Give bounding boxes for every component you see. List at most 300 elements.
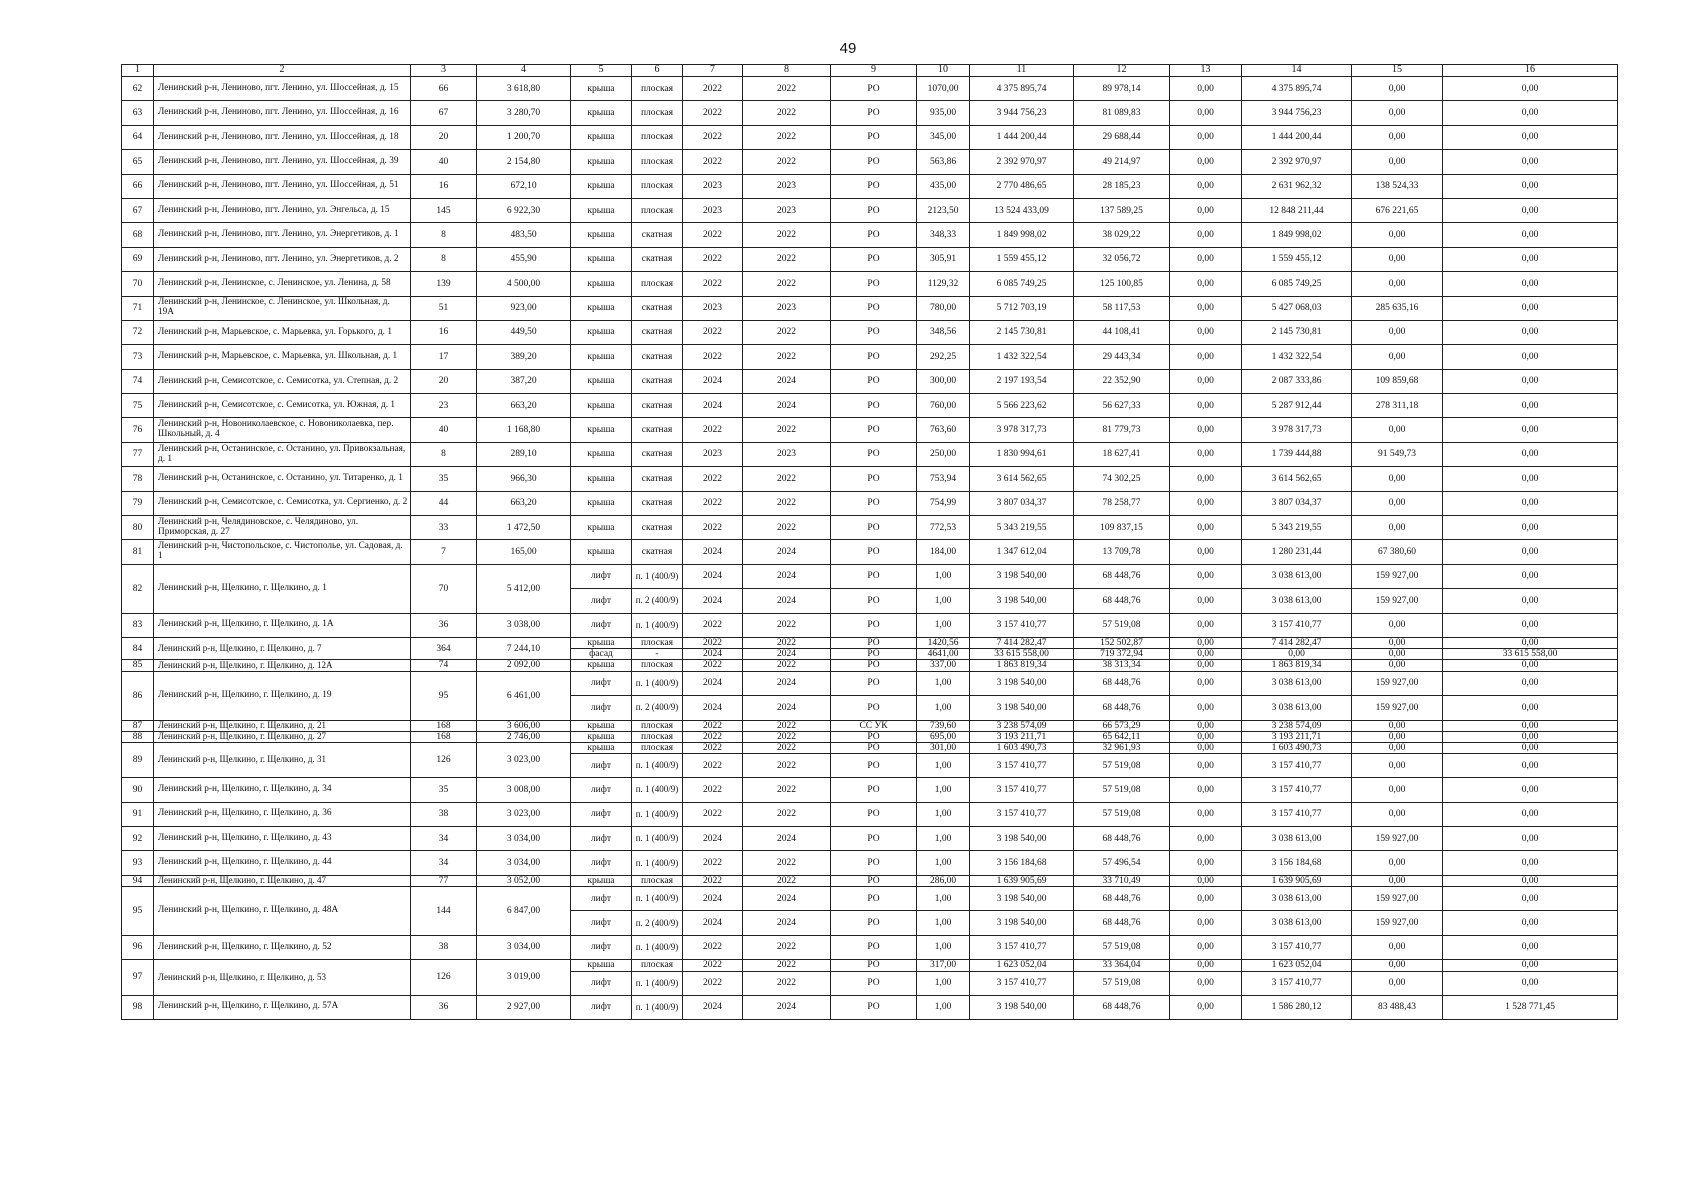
year-end: 2022: [743, 613, 831, 637]
total-area: 2 927,00: [477, 995, 571, 1019]
operator: РО: [831, 589, 917, 613]
cost-col15: 676 221,65: [1352, 198, 1443, 222]
address-cell: Ленинский р-н, Лениново, пгт. Ленино, ул. Энгельса, д. 15: [154, 198, 411, 222]
column-number-header: [122, 65, 1618, 77]
volume: 301,00: [917, 743, 970, 754]
work-type: крыша: [571, 272, 632, 296]
cost-col16: 0,00: [1443, 223, 1618, 247]
table-row: [122, 320, 1618, 344]
cost-col13: 0,00: [1170, 467, 1242, 491]
cost-extra: 68 448,76: [1074, 589, 1170, 613]
operator: РО: [831, 174, 917, 198]
volume: 780,00: [917, 296, 970, 320]
operator: РО: [831, 198, 917, 222]
work-type: лифт: [571, 589, 632, 613]
cost-col14: 3 157 410,77: [1242, 971, 1352, 995]
apartments-count: 17: [411, 345, 477, 369]
row-number: 73: [122, 345, 154, 369]
table-row: [122, 851, 1618, 875]
apartments-count: 67: [411, 101, 477, 125]
cost-col13: 0,00: [1170, 935, 1242, 959]
work-subtype: п. 1 (400/9): [632, 935, 683, 959]
apartments-count: 8: [411, 223, 477, 247]
cost-col15: 0,00: [1352, 613, 1443, 637]
total-cost: 2 770 486,65: [970, 174, 1074, 198]
total-cost: 1 559 455,12: [970, 247, 1074, 271]
year-end: 2023: [743, 442, 831, 466]
work-subtype: скатная: [632, 418, 683, 442]
work-subtype: п. 1 (400/9): [632, 802, 683, 826]
cost-col13: 0,00: [1170, 731, 1242, 742]
cost-col16: 0,00: [1443, 660, 1618, 671]
volume: 1,00: [917, 671, 970, 695]
col-header: 10: [917, 65, 970, 77]
address-cell: Ленинский р-н, Щелкино, г. Щелкино, д. 57А: [154, 995, 411, 1019]
apartments-count: 23: [411, 394, 477, 418]
address-cell: Ленинский р-н, Лениново, пгт. Ленино, ул. Шоссейная, д. 18: [154, 125, 411, 149]
row-number: 74: [122, 369, 154, 393]
year-start: 2022: [683, 418, 743, 442]
cost-col16: 0,00: [1443, 369, 1618, 393]
apartments-count: 168: [411, 731, 477, 742]
cost-col16: 0,00: [1443, 720, 1618, 731]
cost-col13: 0,00: [1170, 272, 1242, 296]
page-number: 49: [839, 40, 857, 57]
cost-col15: 91 549,73: [1352, 442, 1443, 466]
work-type: крыша: [571, 125, 632, 149]
year-end: 2024: [743, 394, 831, 418]
cost-col15: 159 927,00: [1352, 911, 1443, 935]
cost-col13: 0,00: [1170, 345, 1242, 369]
address-cell: Ленинский р-н, Семисотское, с. Семисотка, ул. Сергиенко, д. 2: [154, 491, 411, 515]
cost-extra: 33 710,49: [1074, 875, 1170, 886]
cost-col15: 0,00: [1352, 516, 1443, 540]
operator: РО: [831, 296, 917, 320]
cost-col13: 0,00: [1170, 540, 1242, 564]
cost-col13: 0,00: [1170, 911, 1242, 935]
total-cost: 5 343 219,55: [970, 516, 1074, 540]
address-cell: Ленинский р-н, Щелкино, г. Щелкино, д. 43: [154, 827, 411, 851]
year-end: 2022: [743, 491, 831, 515]
year-start: 2022: [683, 516, 743, 540]
table-row: [122, 731, 1618, 742]
work-subtype: плоская: [632, 150, 683, 174]
year-end: 2023: [743, 174, 831, 198]
year-end: 2022: [743, 731, 831, 742]
operator: РО: [831, 101, 917, 125]
total-area: 289,10: [477, 442, 571, 466]
work-type: крыша: [571, 418, 632, 442]
year-end: 2022: [743, 247, 831, 271]
total-cost: 1 863 819,34: [970, 660, 1074, 671]
operator: РО: [831, 516, 917, 540]
work-type: лифт: [571, 971, 632, 995]
address-cell: Ленинский р-н, Лениново, пгт. Ленино, ул. Энергетиков, д. 2: [154, 247, 411, 271]
work-type: крыша: [571, 296, 632, 320]
total-cost: 3 944 756,23: [970, 101, 1074, 125]
cost-col13: 0,00: [1170, 960, 1242, 971]
volume: 1,00: [917, 851, 970, 875]
work-type: лифт: [571, 911, 632, 935]
cost-col14: 3 157 410,77: [1242, 935, 1352, 959]
address-cell: Ленинский р-н, Щелкино, г. Щелкино, д. 1А: [154, 613, 411, 637]
year-end: 2022: [743, 101, 831, 125]
cost-col14: 3 614 562,65: [1242, 467, 1352, 491]
row-number: 69: [122, 247, 154, 271]
work-subtype: плоская: [632, 637, 683, 648]
year-start: 2024: [683, 564, 743, 588]
work-type: лифт: [571, 613, 632, 637]
apartments-count: 34: [411, 827, 477, 851]
work-type: лифт: [571, 851, 632, 875]
total-cost: 2 392 970,97: [970, 150, 1074, 174]
cost-col16: 0,00: [1443, 77, 1618, 101]
col-header: 5: [571, 65, 632, 77]
address-cell: Ленинский р-н, Щелкино, г. Щелкино, д. 34: [154, 778, 411, 802]
table-row: [122, 778, 1618, 802]
cost-col13: 0,00: [1170, 743, 1242, 754]
operator: РО: [831, 827, 917, 851]
cost-col14: 5 287 912,44: [1242, 394, 1352, 418]
work-subtype: плоская: [632, 77, 683, 101]
year-start: 2022: [683, 875, 743, 886]
cost-col15: 0,00: [1352, 720, 1443, 731]
year-end: 2022: [743, 637, 831, 648]
year-end: 2022: [743, 77, 831, 101]
year-end: 2022: [743, 660, 831, 671]
cost-col16: 0,00: [1443, 754, 1618, 778]
operator: РО: [831, 491, 917, 515]
year-end: 2023: [743, 296, 831, 320]
address-cell: Ленинский р-н, Щелкино, г. Щелкино, д. 1: [154, 564, 411, 613]
total-cost: 2 197 193,54: [970, 369, 1074, 393]
cost-extra: 152 502,87: [1074, 637, 1170, 648]
year-end: 2022: [743, 971, 831, 995]
total-cost: 7 414 282,47: [970, 637, 1074, 648]
cost-col14: 3 038 613,00: [1242, 671, 1352, 695]
total-area: 3 008,00: [477, 778, 571, 802]
cost-col15: 0,00: [1352, 851, 1443, 875]
apartments-count: 8: [411, 247, 477, 271]
cost-col14: 3 238 574,09: [1242, 720, 1352, 731]
volume: 739,60: [917, 720, 970, 731]
total-cost: 3 198 540,00: [970, 696, 1074, 720]
work-type: крыша: [571, 345, 632, 369]
operator: РО: [831, 649, 917, 660]
work-subtype: п. 1 (400/9): [632, 971, 683, 995]
volume: 292,25: [917, 345, 970, 369]
operator: РО: [831, 887, 917, 911]
cost-col14: 3 157 410,77: [1242, 754, 1352, 778]
cost-col16: 0,00: [1443, 802, 1618, 826]
operator: РО: [831, 660, 917, 671]
cost-col15: 83 488,43: [1352, 995, 1443, 1019]
work-subtype: скатная: [632, 223, 683, 247]
work-subtype: плоская: [632, 960, 683, 971]
work-subtype: плоская: [632, 198, 683, 222]
apartments-count: 40: [411, 418, 477, 442]
work-subtype: п. 1 (400/9): [632, 887, 683, 911]
cost-col13: 0,00: [1170, 637, 1242, 648]
cost-col13: 0,00: [1170, 589, 1242, 613]
cost-extra: 22 352,90: [1074, 369, 1170, 393]
cost-col15: 0,00: [1352, 101, 1443, 125]
table-row: [122, 540, 1618, 564]
work-subtype: плоская: [632, 125, 683, 149]
work-subtype: п. 1 (400/9): [632, 827, 683, 851]
cost-col14: 1 444 200,44: [1242, 125, 1352, 149]
cost-col13: 0,00: [1170, 754, 1242, 778]
year-start: 2022: [683, 660, 743, 671]
year-start: 2022: [683, 150, 743, 174]
total-cost: 3 198 540,00: [970, 887, 1074, 911]
work-type: крыша: [571, 516, 632, 540]
cost-col15: 0,00: [1352, 754, 1443, 778]
work-type: лифт: [571, 564, 632, 588]
cost-col15: 138 524,33: [1352, 174, 1443, 198]
cost-col15: 0,00: [1352, 491, 1443, 515]
work-subtype: скатная: [632, 345, 683, 369]
work-subtype: скатная: [632, 296, 683, 320]
cost-extra: 68 448,76: [1074, 887, 1170, 911]
volume: 1,00: [917, 827, 970, 851]
cost-col16: 0,00: [1443, 272, 1618, 296]
work-subtype: п. 1 (400/9): [632, 778, 683, 802]
row-number: 66: [122, 174, 154, 198]
total-area: 1 168,80: [477, 418, 571, 442]
total-area: 3 019,00: [477, 960, 571, 995]
year-start: 2024: [683, 827, 743, 851]
address-cell: Ленинский р-н, Щелкино, г. Щелкино, д. 47: [154, 875, 411, 886]
address-cell: Ленинский р-н, Щелкино, г. Щелкино, д. 27: [154, 731, 411, 742]
row-number: 92: [122, 827, 154, 851]
cost-col14: 3 038 613,00: [1242, 827, 1352, 851]
volume: 1,00: [917, 613, 970, 637]
year-end: 2022: [743, 125, 831, 149]
table-row: [122, 150, 1618, 174]
year-end: 2022: [743, 720, 831, 731]
table-row: [122, 887, 1618, 911]
cost-col15: 0,00: [1352, 272, 1443, 296]
year-start: 2022: [683, 778, 743, 802]
operator: РО: [831, 911, 917, 935]
cost-col13: 0,00: [1170, 564, 1242, 588]
work-subtype: плоская: [632, 101, 683, 125]
address-cell: Ленинский р-н, Останинское, с. Останино, ул. Титаренко, д. 1: [154, 467, 411, 491]
year-end: 2024: [743, 827, 831, 851]
table-row: [122, 995, 1618, 1019]
volume: 1,00: [917, 564, 970, 588]
cost-extra: 109 837,15: [1074, 516, 1170, 540]
address-cell: Ленинский р-н, Щелкино, г. Щелкино, д. 53: [154, 960, 411, 995]
work-subtype: п. 1 (400/9): [632, 564, 683, 588]
total-cost: 3 157 410,77: [970, 778, 1074, 802]
table-row: [122, 101, 1618, 125]
year-start: 2024: [683, 369, 743, 393]
cost-col15: 0,00: [1352, 778, 1443, 802]
year-start: 2022: [683, 320, 743, 344]
volume: 1420,56: [917, 637, 970, 648]
volume: 435,00: [917, 174, 970, 198]
volume: 4641,00: [917, 649, 970, 660]
cost-col14: 5 427 068,03: [1242, 296, 1352, 320]
operator: РО: [831, 754, 917, 778]
apartments-count: 36: [411, 613, 477, 637]
work-subtype: скатная: [632, 394, 683, 418]
year-start: 2022: [683, 125, 743, 149]
operator: РО: [831, 743, 917, 754]
cost-extra: 57 519,08: [1074, 754, 1170, 778]
year-end: 2024: [743, 671, 831, 695]
cost-col13: 0,00: [1170, 720, 1242, 731]
cost-col15: 285 635,16: [1352, 296, 1443, 320]
total-area: 7 244,10: [477, 637, 571, 660]
total-area: 5 412,00: [477, 564, 571, 613]
year-start: 2024: [683, 887, 743, 911]
total-cost: 5 712 703,19: [970, 296, 1074, 320]
cost-col14: 3 156 184,68: [1242, 851, 1352, 875]
cost-col13: 0,00: [1170, 696, 1242, 720]
row-number: 71: [122, 296, 154, 320]
cost-col16: 0,00: [1443, 731, 1618, 742]
cost-col13: 0,00: [1170, 971, 1242, 995]
total-area: 3 023,00: [477, 743, 571, 778]
year-start: 2023: [683, 442, 743, 466]
cost-col15: 109 859,68: [1352, 369, 1443, 393]
total-cost: 3 157 410,77: [970, 802, 1074, 826]
address-cell: Ленинский р-н, Лениново, пгт. Ленино, ул. Шоссейная, д. 39: [154, 150, 411, 174]
total-cost: 3 198 540,00: [970, 911, 1074, 935]
operator: РО: [831, 345, 917, 369]
apartments-count: 36: [411, 995, 477, 1019]
table-row: [122, 247, 1618, 271]
cost-col14: 3 038 613,00: [1242, 911, 1352, 935]
volume: 2123,50: [917, 198, 970, 222]
address-cell: Ленинский р-н, Ленинское, с. Ленинское, ул. Школьная, д. 19А: [154, 296, 411, 320]
cost-extra: 66 573,29: [1074, 720, 1170, 731]
cost-extra: 68 448,76: [1074, 911, 1170, 935]
volume: 337,00: [917, 660, 970, 671]
cost-col16: 0,00: [1443, 935, 1618, 959]
apartments-count: 95: [411, 671, 477, 720]
work-type: крыша: [571, 223, 632, 247]
year-end: 2022: [743, 802, 831, 826]
work-subtype: скатная: [632, 540, 683, 564]
apartments-count: 8: [411, 442, 477, 466]
cost-col15: 0,00: [1352, 637, 1443, 648]
total-area: 6 461,00: [477, 671, 571, 720]
cost-col14: 5 343 219,55: [1242, 516, 1352, 540]
operator: РО: [831, 564, 917, 588]
work-type: лифт: [571, 887, 632, 911]
cost-col15: 0,00: [1352, 467, 1443, 491]
address-cell: Ленинский р-н, Щелкино, г. Щелкино, д. 36: [154, 802, 411, 826]
volume: 1129,32: [917, 272, 970, 296]
year-start: 2024: [683, 911, 743, 935]
total-area: 1 472,50: [477, 516, 571, 540]
total-area: 3 034,00: [477, 827, 571, 851]
work-type: крыша: [571, 442, 632, 466]
cost-col13: 0,00: [1170, 418, 1242, 442]
row-number: 81: [122, 540, 154, 564]
year-start: 2024: [683, 995, 743, 1019]
work-type: крыша: [571, 491, 632, 515]
cost-col13: 0,00: [1170, 613, 1242, 637]
apartments-count: 40: [411, 150, 477, 174]
cost-col14: 12 848 211,44: [1242, 198, 1352, 222]
cost-col15: 159 927,00: [1352, 589, 1443, 613]
cost-extra: 32 961,93: [1074, 743, 1170, 754]
total-cost: 3 198 540,00: [970, 671, 1074, 695]
cost-col13: 0,00: [1170, 77, 1242, 101]
apartments-count: 126: [411, 743, 477, 778]
total-area: 3 038,00: [477, 613, 571, 637]
work-subtype: п. 1 (400/9): [632, 995, 683, 1019]
address-cell: Ленинский р-н, Щелкино, г. Щелкино, д. 19: [154, 671, 411, 720]
cost-extra: 44 108,41: [1074, 320, 1170, 344]
total-cost: 3 157 410,77: [970, 935, 1074, 959]
total-cost: 3 157 410,77: [970, 754, 1074, 778]
cost-col15: 0,00: [1352, 971, 1443, 995]
cost-col14: 1 603 490,73: [1242, 743, 1352, 754]
cost-extra: 68 448,76: [1074, 995, 1170, 1019]
year-end: 2023: [743, 198, 831, 222]
total-cost: 3 238 574,09: [970, 720, 1074, 731]
work-subtype: плоская: [632, 272, 683, 296]
year-start: 2024: [683, 649, 743, 660]
cost-extra: 38 313,34: [1074, 660, 1170, 671]
row-number: 94: [122, 875, 154, 886]
apartments-count: 77: [411, 875, 477, 886]
total-cost: 1 603 490,73: [970, 743, 1074, 754]
work-type: крыша: [571, 731, 632, 742]
total-area: 923,00: [477, 296, 571, 320]
row-number: 98: [122, 995, 154, 1019]
work-subtype: -: [632, 649, 683, 660]
volume: 250,00: [917, 442, 970, 466]
address-cell: Ленинский р-н, Ленинское, с. Ленинское, ул. Ленина, д. 58: [154, 272, 411, 296]
total-area: 483,50: [477, 223, 571, 247]
volume: 1,00: [917, 778, 970, 802]
cost-col13: 0,00: [1170, 875, 1242, 886]
table-row: [122, 467, 1618, 491]
volume: 300,00: [917, 369, 970, 393]
operator: РО: [831, 150, 917, 174]
cost-col14: 7 414 282,47: [1242, 637, 1352, 648]
work-type: лифт: [571, 671, 632, 695]
row-number: 78: [122, 467, 154, 491]
apartments-count: 44: [411, 491, 477, 515]
address-cell: Ленинский р-н, Челядиновское, с. Челядиново, ул. Приморская, д. 27: [154, 516, 411, 540]
col-header: 12: [1074, 65, 1170, 77]
volume: 695,00: [917, 731, 970, 742]
work-subtype: скатная: [632, 247, 683, 271]
apartments-count: 74: [411, 660, 477, 671]
col-header: 2: [154, 65, 411, 77]
address-cell: Ленинский р-н, Щелкино, г. Щелкино, д. 12А: [154, 660, 411, 671]
year-start: 2022: [683, 467, 743, 491]
cost-col14: 1 559 455,12: [1242, 247, 1352, 271]
cost-col15: 159 927,00: [1352, 671, 1443, 695]
cost-col16: 0,00: [1443, 150, 1618, 174]
cost-col14: 1 639 905,69: [1242, 875, 1352, 886]
row-number: 84: [122, 637, 154, 660]
volume: 317,00: [917, 960, 970, 971]
row-number: 91: [122, 802, 154, 826]
operator: РО: [831, 223, 917, 247]
row-number: 64: [122, 125, 154, 149]
apartments-count: 35: [411, 467, 477, 491]
